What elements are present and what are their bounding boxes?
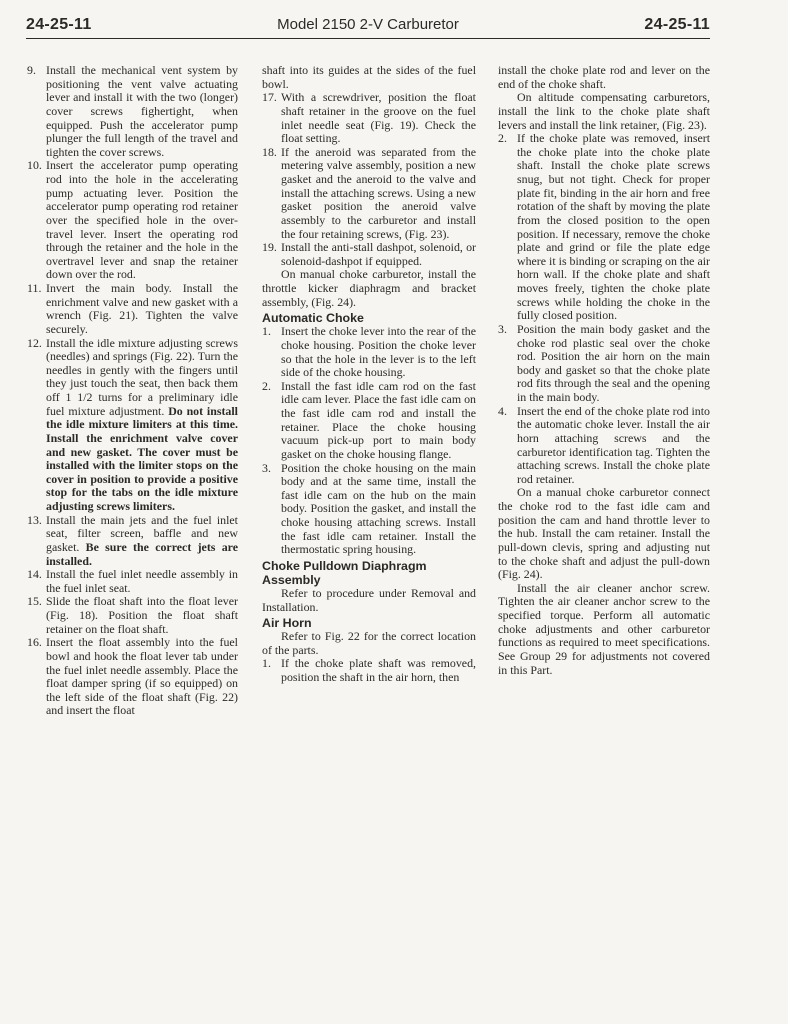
step-12: 12. Install the idle mixture adjusting screws (needles) and springs (Fig. 22). Turn the needles in gently with the fingers until they just touch the seat, then back them off 1 1/2 turns for a preliminary idle fuel mixture adjustment. Do not install the idle mixture limiters at this time. Install the enrichment valve cover and new gasket. The cover must be installed with the limiter stops on the cover in position to provide a positive stop for the tabs on the idle mixture adjusting screws limiters. (27, 335, 238, 513)
step-10: 10. Insert the accelerator pump operating rod into the hole in the accelerating pump actuating lever. Position the accelerator pump operating rod retainer over the specified hole in the over-travel lever. Insert the operating rod through the retainer and the hole in the overtravel lever and snap the retainer down over the rod. (27, 158, 238, 282)
step-13-warning: Be sure the correct jets are installed. (46, 539, 238, 568)
step-14: 14. Install the fuel inlet needle assembly in the fuel inlet seat. (27, 567, 238, 595)
air-horn-paragraph: Refer to Fig. 22 for the correct location of the parts. (262, 629, 476, 657)
air-horn-step-2: 2. If the choke plate was removed, insert the choke plate into the choke plate shaft. Install the choke plate screws snug, but not tight. Check for proper plate fit, binding in the air horn and free rotation of the shaft by moving the plate from the closed position to the open position. If necessary, remove the choke plate and grind or file the plate edge where it is binding or scraping on the air horn wall. If the choke plate and shaft moves freely, tighten the choke plate screws while holding the choke in the fully closed position. (498, 131, 710, 323)
air-horn-step-4: 4. Insert the end of the choke plate rod into the automatic choke lever. Install the air horn attaching screws and the carburetor identification tag. Tighten the attaching screws. Install the choke plate rod retainer. (498, 403, 710, 486)
heading-air-horn: Air Horn (262, 616, 312, 631)
step-17: 17. With a screwdriver, position the float shaft retainer in the groove on the fuel inlet needle seat (Fig. 19). Check the float setting. (262, 90, 476, 146)
step-18: 18. If the aneroid was separated from the metering valve assembly, position a new gasket and the aneroid to the valve and install the attaching screws. Using a new gasket position the aneroid valve assembly to the carburetor and install the four retaining screws, (Fig. 23). (262, 144, 476, 241)
manual-choke-paragraph: On a manual choke carburetor connect the choke rod to the fast idle cam and position the cam and hand throttle lever to the hub. Install the cam retainer. Install the pull-down clevis, spring and adjusting nut to the choke shaft and adjust the pull-down (Fig. 24). (498, 485, 710, 582)
continued-text: shaft into its guides at the sides of the fuel bowl. (262, 63, 476, 91)
step-16: 16. Insert the float assembly into the fuel bowl and hook the float lever tab under the fuel inlet needle assembly. Place the float damper spring (if so equipped) on the left side of the float shaft (Fig. 22) and insert the float (27, 635, 238, 718)
text-column-2 (262, 64, 476, 685)
text-column-1 (27, 64, 238, 718)
air-horn-step-3: 3. Position the main body gasket and the choke rod plastic seal over the choke rod. Position the air horn on the main body and gasket so that the choke plate rod fits through the seal and the opening in the main body. (498, 321, 710, 404)
continued-text: install the choke plate rod and lever on the end of the choke shaft. (498, 63, 710, 91)
heading-automatic-choke: Automatic Choke (262, 311, 364, 326)
step-11: 11. Invert the main body. Install the enrichment valve and new gasket with a wrench (Fig. 21). Tighten the valve securely. (27, 281, 238, 336)
page-header (26, 12, 710, 39)
step-15: 15. Slide the float shaft into the float lever (Fig. 18). Position the float shaft retainer on the float shaft. (27, 594, 238, 636)
altitude-paragraph: On altitude compensating carburetors, install the link to the choke plate shaft levers and install the link retainer, (Fig. 23). (498, 90, 710, 132)
manual-choke-paragraph: On manual choke carburetor, install the throttle kicker diaphragm and bracket assembly, (Fig. 24). (262, 267, 476, 309)
page-number-left: 24-25-11 (26, 16, 92, 33)
step-12-warning: Do not install the idle mixture limiters at this time. Install the enrichment valve cover and new gasket. The cover must be installed with the limiter stops on the cover in position to provide a positive stop for the tabs on the idle mixture adjusting screws limiters. (46, 403, 238, 513)
step-19: 19. Install the anti-stall dashpot, solenoid, or solenoid-dashpot if equipped. (262, 240, 476, 268)
final-paragraph: Install the air cleaner anchor screw. Tighten the air cleaner anchor screw to the specified torque. Perform all automatic choke adjustments and other carburetor functions as required to meet specifications. See Group 29 for adjustments not covered in this Part. (498, 580, 710, 677)
auto-choke-step-2: 2. Install the fast idle cam rod on the fast idle cam lever. Place the fast idle cam on the fast idle cam rod and install the retainer. Place the choke housing vacuum pick-up port to main body gasket on the choke housing flange. (262, 378, 476, 461)
page-title: Model 2150 2-V Carburetor (277, 16, 459, 33)
text-column-3 (498, 64, 710, 677)
page-number-right: 24-25-11 (644, 16, 710, 33)
heading-choke-pulldown: Choke Pulldown Diaphragm Assembly (262, 558, 427, 587)
pulldown-paragraph: Refer to procedure under Removal and Installation. (262, 585, 476, 614)
air-horn-step-1: 1. If the choke plate shaft was removed, position the shaft in the air horn, then (262, 656, 476, 684)
step-13: 13. Install the main jets and the fuel inlet seat, filter screen, baffle and new gasket. Be sure the correct jets are installed. (27, 512, 238, 568)
auto-choke-step-1: 1. Insert the choke lever into the rear of the choke housing. Position the choke lever so that the hole in the lever is to the left side of the choke housing. (262, 324, 476, 380)
step-9: 9. Install the mechanical vent system by positioning the vent valve actuating lever and install it with the two (longer) cover screws fighertight, when equipped. Push the accelerator pump plunger the full length of the travel and tighten the cover screws. (27, 63, 238, 159)
auto-choke-step-3: 3. Position the choke housing on the main body and at the same time, install the fast idle cam on the hub on the main body. Position the gasket, and install the choke housing attaching screws. Install the fast idle cam retainer. Install the thermostatic spring housing. (262, 460, 476, 557)
